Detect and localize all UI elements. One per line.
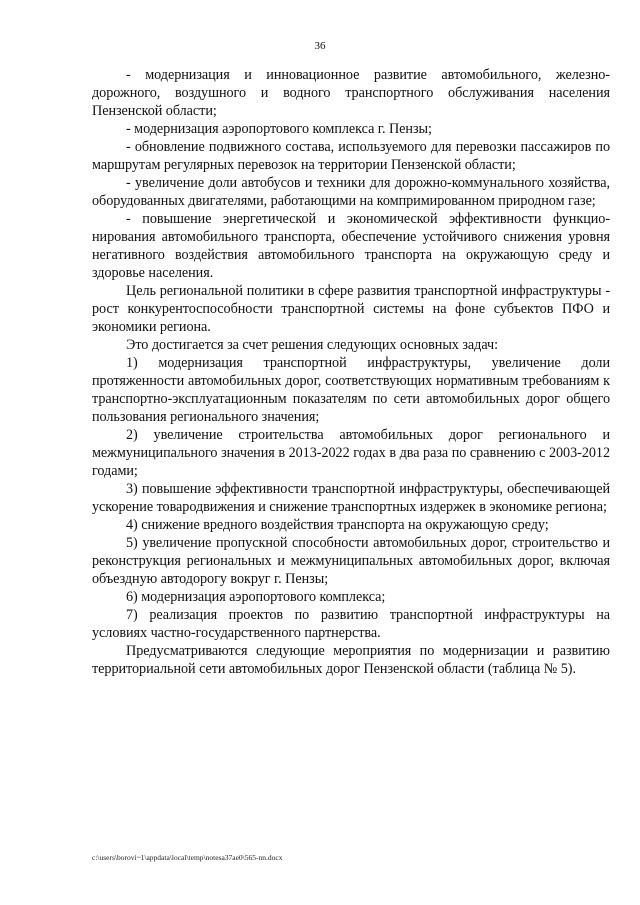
task-item-7: 7) реализация проектов по развитию транспортной инфраструктуры на условиях частно-государственного партнерства.: [92, 607, 610, 641]
document-body: [92, 66, 610, 678]
task-item-5: 5) увеличение пропускной способности автомобильных дорог, строительство и реконструкция региональных и межмуниципальных автомобильных дорог, включая объездную автодорогу вокруг г. Пензы;: [92, 535, 610, 587]
paragraph-modernization-transport: - модернизация и инновационное развитие автомобильного, железно-дорожного, воздушного и водного транспортного обслуживания населения Пензенской области;: [92, 67, 610, 119]
paragraph-policy-goal: Цель региональной политики в сфере развития транспортной инфраструктуры - рост конкурентоспособности транспортной системы на фоне субъектов ПФО и экономики региона.: [92, 283, 610, 335]
page-number: 36: [314, 40, 326, 52]
paragraph-rolling-stock: - обновление подвижного состава, используемого для перевозки пассажиров по маршрутам регулярных перевозок на территории Пензенской области;: [92, 139, 610, 173]
paragraph-tasks-intro: Это достигается за счет решения следующих основных задач:: [126, 337, 498, 353]
paragraph-gas-buses: - увеличение доли автобусов и техники для дорожно-коммунального хозяйства, оборудованных двигателями, работающими на компримированном природном газе;: [92, 175, 610, 209]
task-item-3: 3) повышение эффективности транспортной инфраструктуры, обеспечивающей ускорение товародвижения и снижение транспортных издержек в экономике региона;: [92, 481, 610, 515]
task-item-2: 2) увеличение строительства автомобильных дорог регионального и межмуниципального значения в 2013-2022 годах в два раза по сравнению с 2003-2012 годами;: [92, 427, 610, 479]
task-item-6: 6) модернизация аэропортового комплекса;: [126, 589, 386, 605]
footer-file-path: c:\users\borovi~1\appdata\local\temp\notesa37ae0\565-nn.docx: [92, 853, 283, 862]
paragraph-measures: Предусматриваются следующие мероприятия по модернизации и развитию территориальной сети автомобильных дорог Пензенской области (таблица № 5).: [92, 643, 610, 677]
task-item-4: 4) снижение вредного воздействия транспорта на окружающую среду;: [126, 517, 549, 533]
paragraph-airport-modernization: - модернизация аэропортового комплекса г. Пензы;: [126, 121, 432, 137]
paragraph-energy-efficiency: - повышение энергетической и экономической эффективности функцио-нирования автомобильного транспорта, обеспечение устойчивого снижения уровня негативного воздействия автомобильного транспорта на окружающую среду и здоровье населения.: [92, 211, 610, 281]
task-item-1: 1) модернизация транспортной инфраструктуры, увеличение доли протяженности автомобильных дорог, соответствующих нормативным требованиям к транспортно-эксплуатационным показателям по сети автомобильных дорог общего пользования регионального значения;: [92, 355, 610, 425]
